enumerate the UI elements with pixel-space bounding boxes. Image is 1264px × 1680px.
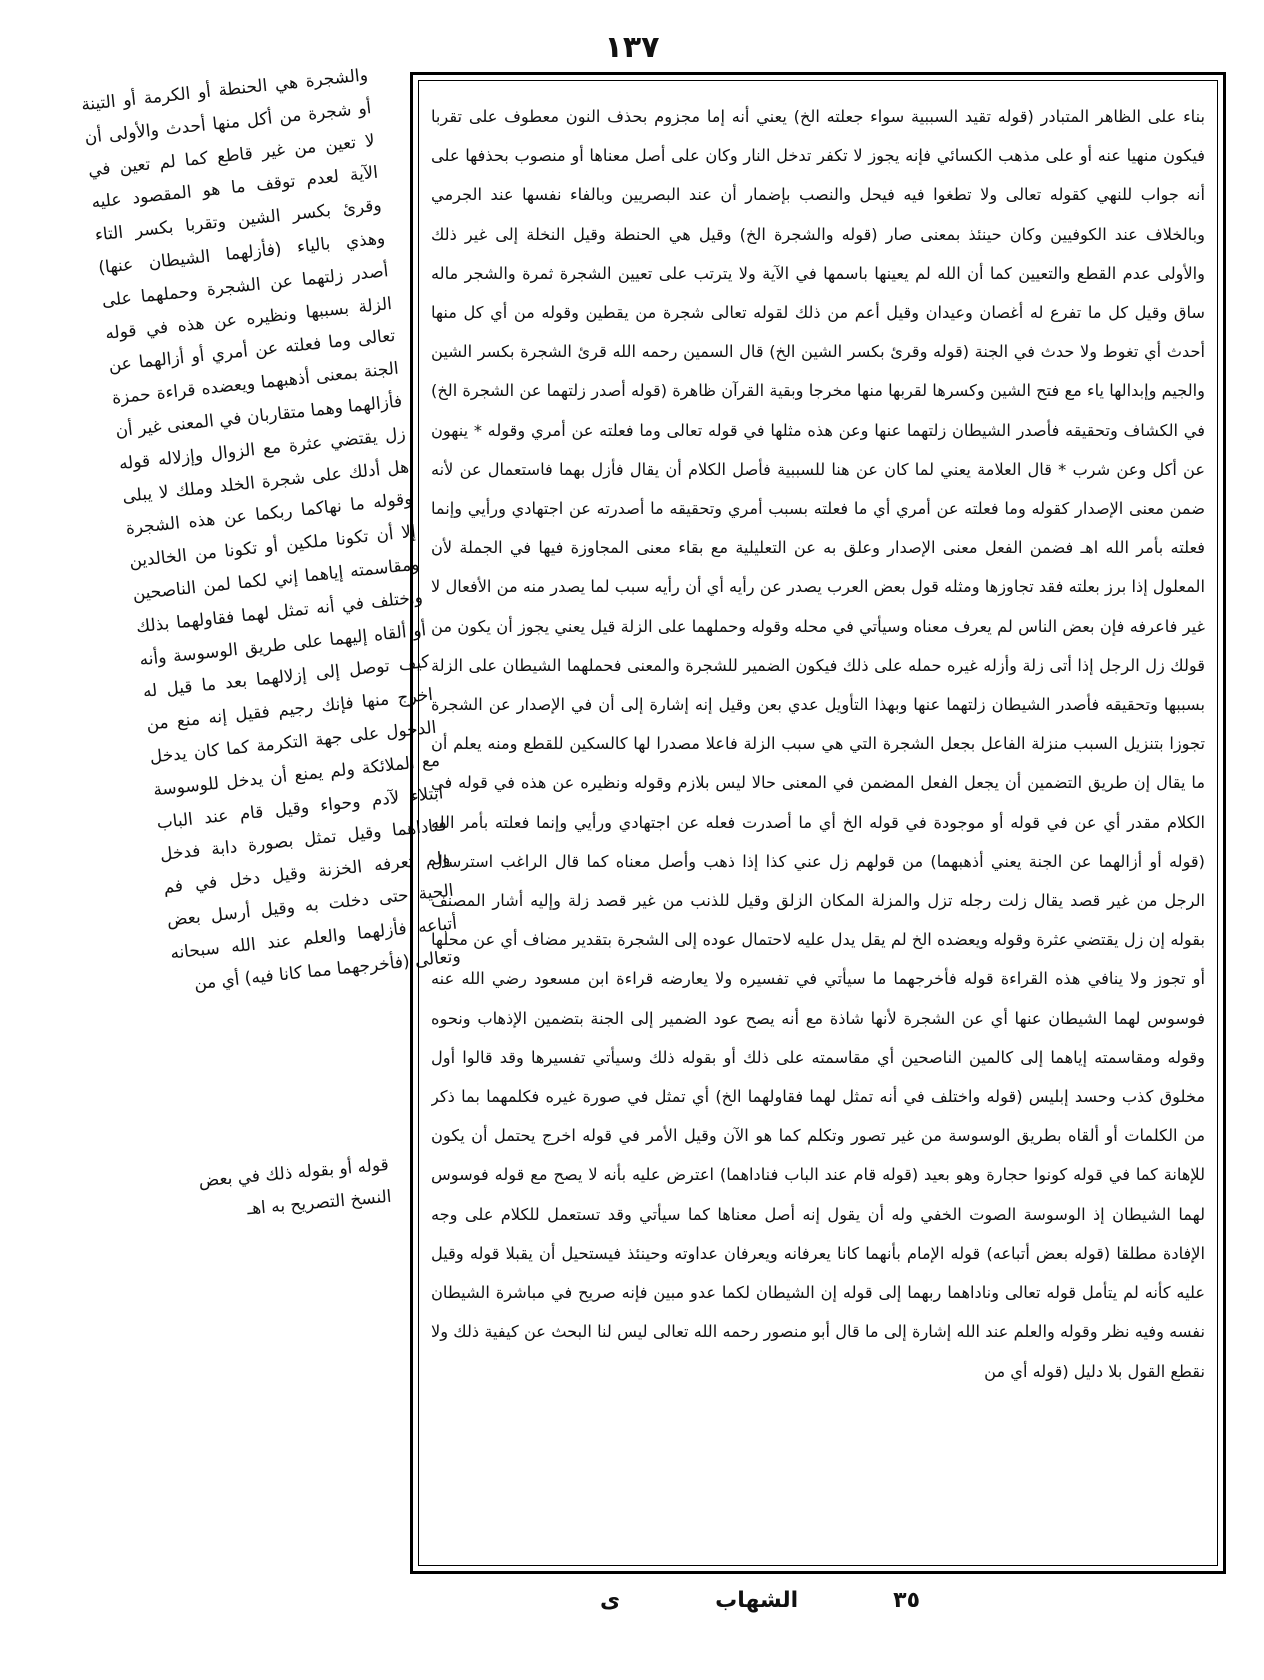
main-text-frame <box>410 72 1226 1574</box>
main-commentary-text: بناء على الظاهر المتبادر (قوله تقيد السببية سواء جعلته الخ) يعني أنه إما مجزوم بحذف النون معطوف على تقربا فيكون منهيا عنه أو على مذهب الكسائي فإنه يجوز لا تكفر تدخل النار وكان على أصل معناها أو منصوب بحذفها على أنه جواب للنهي كقوله تعالى ولا تطغوا فيه فيحل والنصب بإضمار أن عند البصريين وبالفاء نفسها عند الجرمي وبالخلاف عند الكوفيين وكان حينئذ بمعنى صار (قوله والشجرة الخ) وقيل هي الحنطة وقيل النخلة إلى غير ذلك والأولى عدم القطع والتعيين كما أن الله لم يعينها باسمها في الآية ولا يترتب على تعيين الشجرة ثمرة والشجر ماله ساق وقيل كل ما تفرع له أغصان وعيدان وقيل أعم من ذلك لقوله تعالى شجرة من يقطين وقوله من أي كل منها أحدث أي تغوط ولا حدث في الجنة (قوله وقرئ بكسر الشين الخ) قال السمين رحمه الله قرئ الشجرة بكسر الشين والجيم وإبدالها ياء مع فتح الشين وكسرها لقربها منها مخرجا وبقية القرآن ظاهرة (قوله أصدر زلتهما عن الشجرة الخ) في الكشاف وتحقيقه فأصدر الشيطان زلتهما عنها وعن هذه مثلها في قوله تعالى وما فعلته عن أمري وقوله * ينهون عن أكل وعن شرب * قال العلامة يعني لما كان عن هنا للسببية فأصل الكلام أن يقال فأزل بهما فاستعمال عن لأنه ضمن معنى الإصدار كقوله وما فعلته عن أمري أي ما فعلته بسبب أمري وتحقيقه ما أصدرته عن اجتهادي ورأيي وإنما فعلته بأمر الله اهـ فضمن الفعل معنى الإصدار وعلق به عن التعليلية مع بقاء معنى المجاوزة فيها في الجملة لأن المعلول إذا برز بعلته فقد تجاوزها ومثله قول بعض العرب يصدر عن رأيه أي أن رأيه سبب لما يصدر منه من الأفعال لا غير فاعرفه فإن بعض الناس لم يعرف معناه وسيأتي في محله وقوله وحملهما على الزلة قيل يعني يجوز أن يكون من قولك زل الرجل إذا أتى زلة وأزله غيره حمله على ذلك فيكون الضمير للشجرة والمعنى فحملهما الشيطان على الزلة بسببها وتحقيقه فأصدر الشيطان زلتهما عنها وبهذا التأويل عدي بعن وقيل إنه إشارة إلى أن في الإصدار عن الشجرة تجوزا بتنزيل السبب منزلة الفاعل بجعل الشجرة التي هي سبب الزلة فاعلا مصدرا لها كالسكين للقطع ومنه يعلم أن ما يقال إن طريق التضمين أن يجعل الفعل المضمن في المعنى حالا ليس بلازم وقوله ونظيره عن هذه في قوله في الكلام مقدر أي عن في قوله أو موجودة في قوله الخ أي ما أصدرت فعله عن اجتهادي ورأيي وإنما فعلته بأمر الله (قوله أو أزالهما عن الجنة يعني أذهبهما) من قولهم زل عني كذا إذا ذهب وأصل معناه كما قال الراغب استرسال الرجل من غير قصد يقال زلت رجله تزل والمزلة المكان الزلق وقيل للذنب من غير قصد زلة وإليه أشار المصنف بقوله إن زل يقتضي عثرة وقوله ويعضده الخ لم يقل يدل عليه لاحتمال عوده إلى الشجرة بتقدير مضاف أي عن محلها أو تجوز ولا ينافي هذه القراءة قوله فأخرجهما ما سيأتي في تفسيره ولا يعارضه قراءة ابن مسعود رضي الله عنه فوسوس لهما الشيطان عنها أي عن الشجرة لأنها شاذة مع أنه يصح عود الضمير إلى الجنة بتضمين الإذهاب ونحوه وقوله ومقاسمته إياهما إلى كالمين الناصحين أي مقاسمته على ذلك أو بقوله ذلك وسيأتي تفسيرها وقد قالوا أول مخلوق كذب وحسد إبليس (قوله واختلف في أنه تمثل لهما فقاولهما الخ) أي تمثل في صورة غيره فكلمهما بما ذكر من الكلمات أو ألقاه بطريق الوسوسة من غير تصور وتكلم كما هو الآن وقيل الأمر في قوله اخرج يحتمل أن يكون للإهانة كما في قوله كونوا حجارة وهو بعيد (قوله قام عند الباب فناداهما) اعترض عليه بأنه لا يصح مع قوله فوسوس لهما الشيطان إذ الوسوسة الصوت الخفي وله أن يقول إنه أصل معناها كما سيأتي وقد تستعمل للكلام على وجه الإفادة مطلقا (قوله بعض أتباعه) قوله الإمام بأنهما كانا يعرفانه ويعرفان عداوته وحينئذ فيستحيل أن يقبلا قوله وقيل عليه كأنه لم يتأمل قوله تعالى وناداهما ربهما إلى قوله إن الشيطان لكما عدو مبين فإنه صريح في مباشرة الشيطان نفسه وفيه نظر وقوله والعلم عند الله إشارة إلى ما قال أبو منصور رحمه الله تعالى ليس لنا البحث عن كيفية ذلك ولا نقطع القول بلا دليل (قوله أي من <box>431 107 1205 1381</box>
margin-gloss-text: والشجرة هي الحنطة أو الكرمة أو التينة أو شجرة من أكل منها أحدث والأولى أن لا تعين من غير قاطع كما لم تعين في الآية لعدم توقف ما هو المقصود عليه وقرئ بكسر الشين وتقربا بكسر التاء وهذي بالياء (فأزلهما الشيطان عنها) أصدر زلتهما عن الشجرة وحملهما على الزلة بسببها ونظيره عن هذه في قوله تعالى وما فعلته عن أمري أو أزالهما عن الجنة بمعنى أذهبهما ويعضده قراءة حمزة فأزالهما وهما متقاربان في المعنى غير أن زل يقتضي عثرة مع الزوال وإزلاله قوله هل أدلك على شجرة الخلد وملك لا يبلى وقوله ما نهاكما ربكما عن هذه الشجرة إلا أن تكونا ملكين أو تكونا من الخالدين ومقاسمته إياهما إني لكما لمن الناصحين واختلف في أنه تمثل لهما فقاولهما بذلك أو ألقاه إليهما على طريق الوسوسة وأنه كيف توصل إلى إزلالهما بعد ما قيل له اخرج منها فإنك رجيم فقيل إنه منع من الدخول على جهة التكرمة كما كان يدخل مع الملائكة ولم يمنع أن يدخل للوسوسة ابتلاء لآدم وحواء وقيل قام عند الباب فناداهما وقيل تمثل بصورة دابة فدخل ولم تعرفه الخزنة وقيل دخل في فم الحية حتى دخلت به وقيل أرسل بعض أتباعه فأزلهما والعلم عند الله سبحانه وتعالى (فأخرجهما مما كانا فيه) أي من <box>80 65 462 994</box>
margin-note: قوله أو بقوله ذلك في بعض النسخ التصريح به اهـ <box>197 1154 393 1220</box>
page-number: ١٣٧ <box>604 30 660 65</box>
footer-book-title: الشهاب <box>715 1588 799 1613</box>
page-footer <box>600 1588 920 1613</box>
footer-volume-mark: ى <box>600 1588 621 1613</box>
footer-page-count: ٣٥ <box>893 1588 920 1613</box>
